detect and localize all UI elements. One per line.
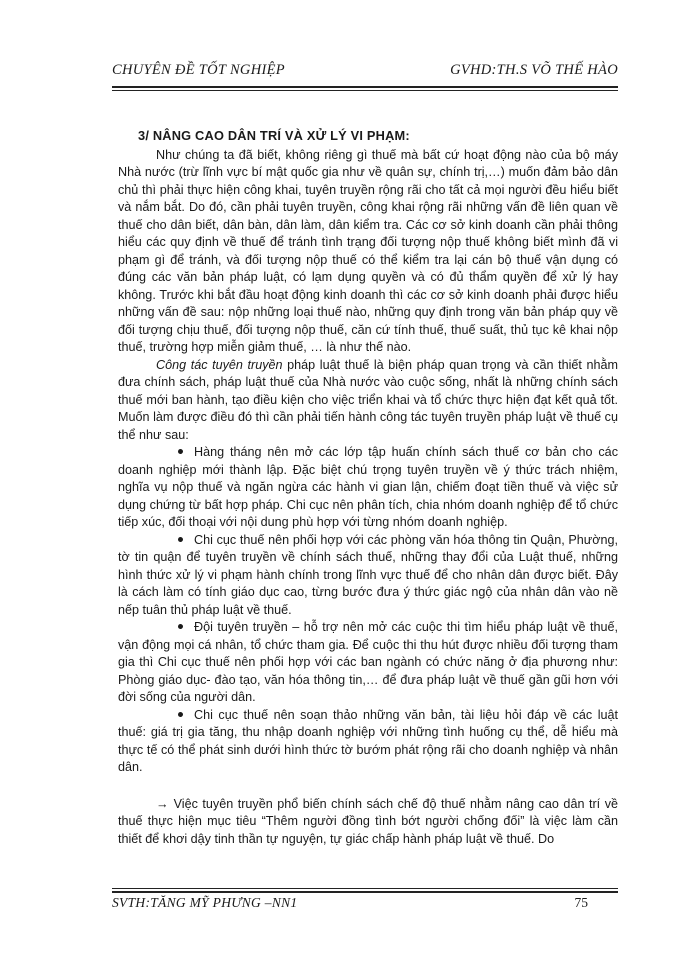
bullet-icon	[177, 711, 183, 717]
paragraph-propaganda-text: pháp luật thuế là biện pháp quan trọng và cần thiết nhằm đưa chính sách, pháp luật thuế của Nhà nước vào cuộc sống, nhất là những chính sách thuế mới ban hành, tạo điều kiện cho việc triển khai và tổ chức thực hiện đạt kết quả tốt. Muốn làm được điều đó thì cần phải tiến hành công tác tuyên truyền pháp luật về thuế cụ thể như sau:	[118, 357, 618, 442]
page-number: 75	[574, 895, 588, 910]
bullet-icon	[177, 448, 183, 454]
bullet-icon	[177, 536, 183, 542]
bullet-text: Hàng tháng nên mở các lớp tập huấn chính sách thuế cơ bản cho các doanh nghiệp mới thành lập. Đặc biệt chú trọng tuyên truyền về ý thức trách nhiệm, nghĩa vụ nộp thuế và ngăn ngừa các hành vi gian lận, chiếm đoạt tiền thuế và việc sử dụng chứng từ bất hợp pháp. Chi cục nên phân tích, chia nhóm doanh nghiệp để tổ chức tiếp xúc, đối thoại với nội dung phù hợp với từng nhóm doanh nghiệp.	[118, 445, 618, 529]
bullet-item	[118, 619, 618, 707]
bullet-text: Đội tuyên truyền – hỗ trợ nên mở các cuộc thi tìm hiểu pháp luật về thuế, vận động mọi cá nhân, tổ chức tham gia. Để cuộc thi thu hút được nhiều đối tượng tham gia thì Chi cục thuế nên phối hợp với các ban ngành có chức năng ở địa phương như: Phòng giáo dục- đào tạo, văn hóa thông tin,… để đưa pháp luật về thuế gần gũi hơn với đời sống của người dân.	[118, 620, 618, 704]
bullet-text: Chi cục thuế nên soạn thảo những văn bản, tài liệu hỏi đáp về các luật thuế: giá trị gia tăng, thu nhập doanh nghiệp với những tình huống cụ thể, dễ hiểu mà thực tế có thể phát sinh dưới hình thức tờ bướm phát rộng rãi cho doanh nghiệp và nhân dân.	[118, 707, 618, 774]
footer-divider-thin	[112, 888, 618, 889]
bullet-icon	[177, 623, 183, 629]
paragraph-propaganda	[118, 357, 618, 445]
bullet-text: Chi cục thuế nên phối hợp với các phòng văn hóa thông tin Quận, Phường, tờ tin quận để tuyên truyền về chính sách thuế, những thay đổi của Luật thuế, những hình thức xử lý vi phạm hành chính trong lĩnh vực thuế để cho nhân dân được biết. Đây là cách làm có tính giáo dục cao, từng bước đưa ý thức giác ngộ của nhân dân vào nề nếp tuân thủ pháp luật về thuế.	[118, 532, 618, 617]
paragraph-intro: Như chúng ta đã biết, không riêng gì thuế mà bất cứ hoạt động nào của bộ máy Nhà nước (trừ lĩnh vực bí mật quốc gia như về quân sự, chính trị,…) muốn đảm bảo dân chủ thì phải thực hiện công khai, tuyên truyền rộng rãi cho tất cả mọi người đều hiểu biết và nắm bắt. Do đó, cần phải tuyên truyền, công khai rộng rãi những vấn đề liên quan về thuế cho dân biết, dân bàn, dân làm, dân kiểm tra. Các cơ sở kinh doanh cần phải thông hiểu các quy định về thuế để tránh tình trạng đối tượng nộp thuế không biết mình đã vi phạm gì để tránh, và đối tượng nộp thuế có thể kiểm tra lại cán bộ thuế vận dụng có đúng các văn bản pháp luật, có lạm dụng quyền và có đủ thẩm quyền để xử lý hay không. Trước khi bắt đầu hoạt động kinh doanh thì các cơ sở kinh doanh phải được hiểu những vấn đề sau: nộp những loại thuế nào, những quy định trong văn bản pháp quy về đối tượng chịu thuế, đối tượng nộp thuế, căn cứ tính thuế, thuế suất, thủ tục kê khai nộp thuế, trường hợp miễn giảm thuế, … là như thế nào.	[118, 147, 618, 354]
section-heading: 3/ NÂNG CAO DÂN TRÍ VÀ XỬ LÝ VI PHẠM:	[138, 128, 410, 143]
header-divider	[112, 86, 618, 88]
bullet-item	[118, 444, 618, 532]
bullet-item	[118, 707, 618, 777]
footer-divider	[112, 891, 618, 893]
bullet-item	[118, 532, 618, 620]
paragraph-conclusion	[118, 796, 618, 849]
footer-student: SVTH:TĂNG MỸ PHƯNG –NN1	[112, 895, 298, 910]
paragraph-propaganda-term: Công tác tuyên truyền	[156, 357, 283, 372]
page-footer	[112, 895, 618, 915]
header-right-supervisor: GVHD:TH.S VÕ THẾ HÀO	[450, 62, 618, 78]
paragraph-conclusion-text: Việc tuyên truyền phổ biến chính sách chế độ thuế nhằm nâng cao dân trí về thuế thực hiện mục tiêu “Thêm người đồng tình bớt người chống đối” là việc làm cần thiết để khơi dậy tinh thần tự nguyện, tự giác chấp hành pháp luật về thuế. Do	[118, 796, 618, 846]
page-body	[118, 127, 618, 848]
arrow-right-icon: →	[156, 796, 169, 811]
header-divider-thin	[112, 90, 618, 91]
page-header	[112, 62, 618, 84]
header-left-title: CHUYÊN ĐỀ TỐT NGHIỆP	[112, 62, 285, 78]
